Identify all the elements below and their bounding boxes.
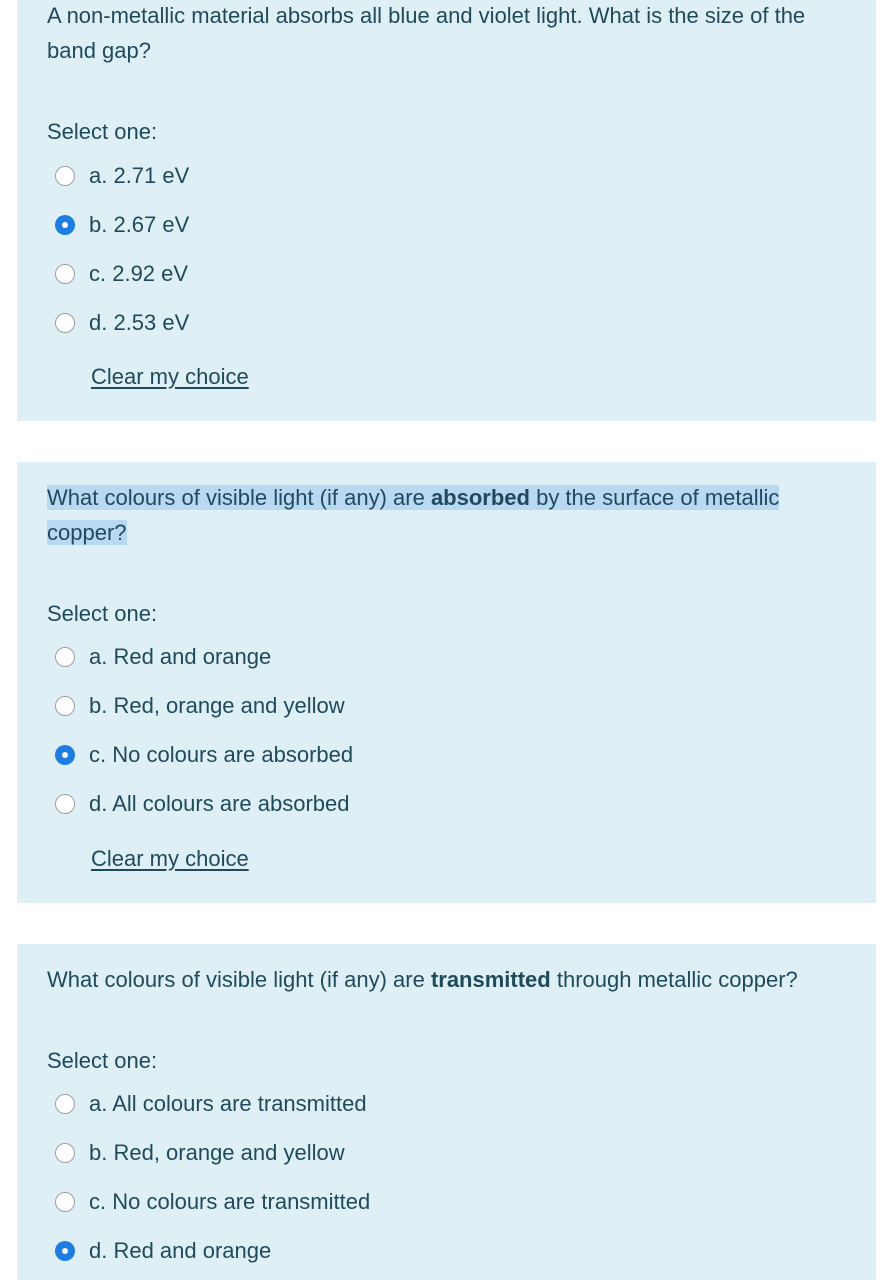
option-label: b. Red, orange and yellow xyxy=(89,693,345,718)
clear-choice-link[interactable]: Clear my choice xyxy=(91,846,249,871)
option-label: c. No colours are transmitted xyxy=(89,1189,371,1214)
option-b[interactable] xyxy=(55,1138,345,1168)
radio-button[interactable] xyxy=(55,264,75,284)
radio-button[interactable] xyxy=(55,794,75,814)
option-d[interactable] xyxy=(55,1236,271,1266)
option-d[interactable] xyxy=(55,308,189,338)
option-a[interactable] xyxy=(55,161,189,191)
option-label: d. Red and orange xyxy=(89,1238,272,1263)
option-b[interactable] xyxy=(55,691,345,721)
option-label: a. All colours are transmitted xyxy=(89,1091,367,1116)
radio-button-selected[interactable] xyxy=(55,1241,75,1261)
option-label: b. 2.67 eV xyxy=(89,212,190,237)
option-label: c. 2.92 eV xyxy=(89,261,189,286)
question-card-2 xyxy=(17,462,876,903)
question-text-emphasis: transmitted xyxy=(430,967,551,992)
question-text xyxy=(47,962,876,997)
radio-button[interactable] xyxy=(55,647,75,667)
radio-button-selected[interactable] xyxy=(55,215,75,235)
radio-button[interactable] xyxy=(55,1094,75,1114)
question-text-end: by the surface of metallic copper? xyxy=(47,485,780,545)
radio-button[interactable] xyxy=(55,696,75,716)
option-c[interactable] xyxy=(55,740,353,770)
option-label: b. Red, orange and yellow xyxy=(89,1140,345,1165)
radio-button[interactable] xyxy=(55,313,75,333)
radio-button[interactable] xyxy=(55,166,75,186)
option-c[interactable] xyxy=(55,259,188,289)
select-one-label: Select one: xyxy=(47,601,158,626)
select-one-label: Select one: xyxy=(47,1048,158,1073)
option-c[interactable] xyxy=(55,1187,370,1217)
option-b[interactable] xyxy=(55,210,189,240)
radio-button[interactable] xyxy=(55,1143,75,1163)
radio-button-selected[interactable] xyxy=(55,745,75,765)
clear-choice-link[interactable]: Clear my choice xyxy=(91,364,249,389)
question-text-start: What colours of visible light (if any) are xyxy=(47,967,431,992)
option-label: c. No colours are absorbed xyxy=(89,742,354,767)
question-text xyxy=(47,480,876,550)
question-text-emphasis: absorbed xyxy=(430,485,530,510)
question-text-end: through metallic copper? xyxy=(550,967,798,992)
question-text: A non-metallic material absorbs all blue and violet light. What is the size of the band gap? xyxy=(47,3,806,63)
option-a[interactable] xyxy=(55,1089,367,1119)
option-label: d. All colours are absorbed xyxy=(89,791,350,816)
radio-button[interactable] xyxy=(55,1192,75,1212)
question-text-start: What colours of visible light (if any) are xyxy=(47,485,431,510)
option-d[interactable] xyxy=(55,789,350,819)
question-card-1 xyxy=(17,0,876,421)
question-card-3 xyxy=(17,944,876,1280)
option-label: a. Red and orange xyxy=(89,644,272,669)
option-label: d. 2.53 eV xyxy=(89,310,190,335)
option-a[interactable] xyxy=(55,642,271,672)
select-one-label: Select one: xyxy=(47,119,158,144)
option-label: a. 2.71 eV xyxy=(89,163,190,188)
